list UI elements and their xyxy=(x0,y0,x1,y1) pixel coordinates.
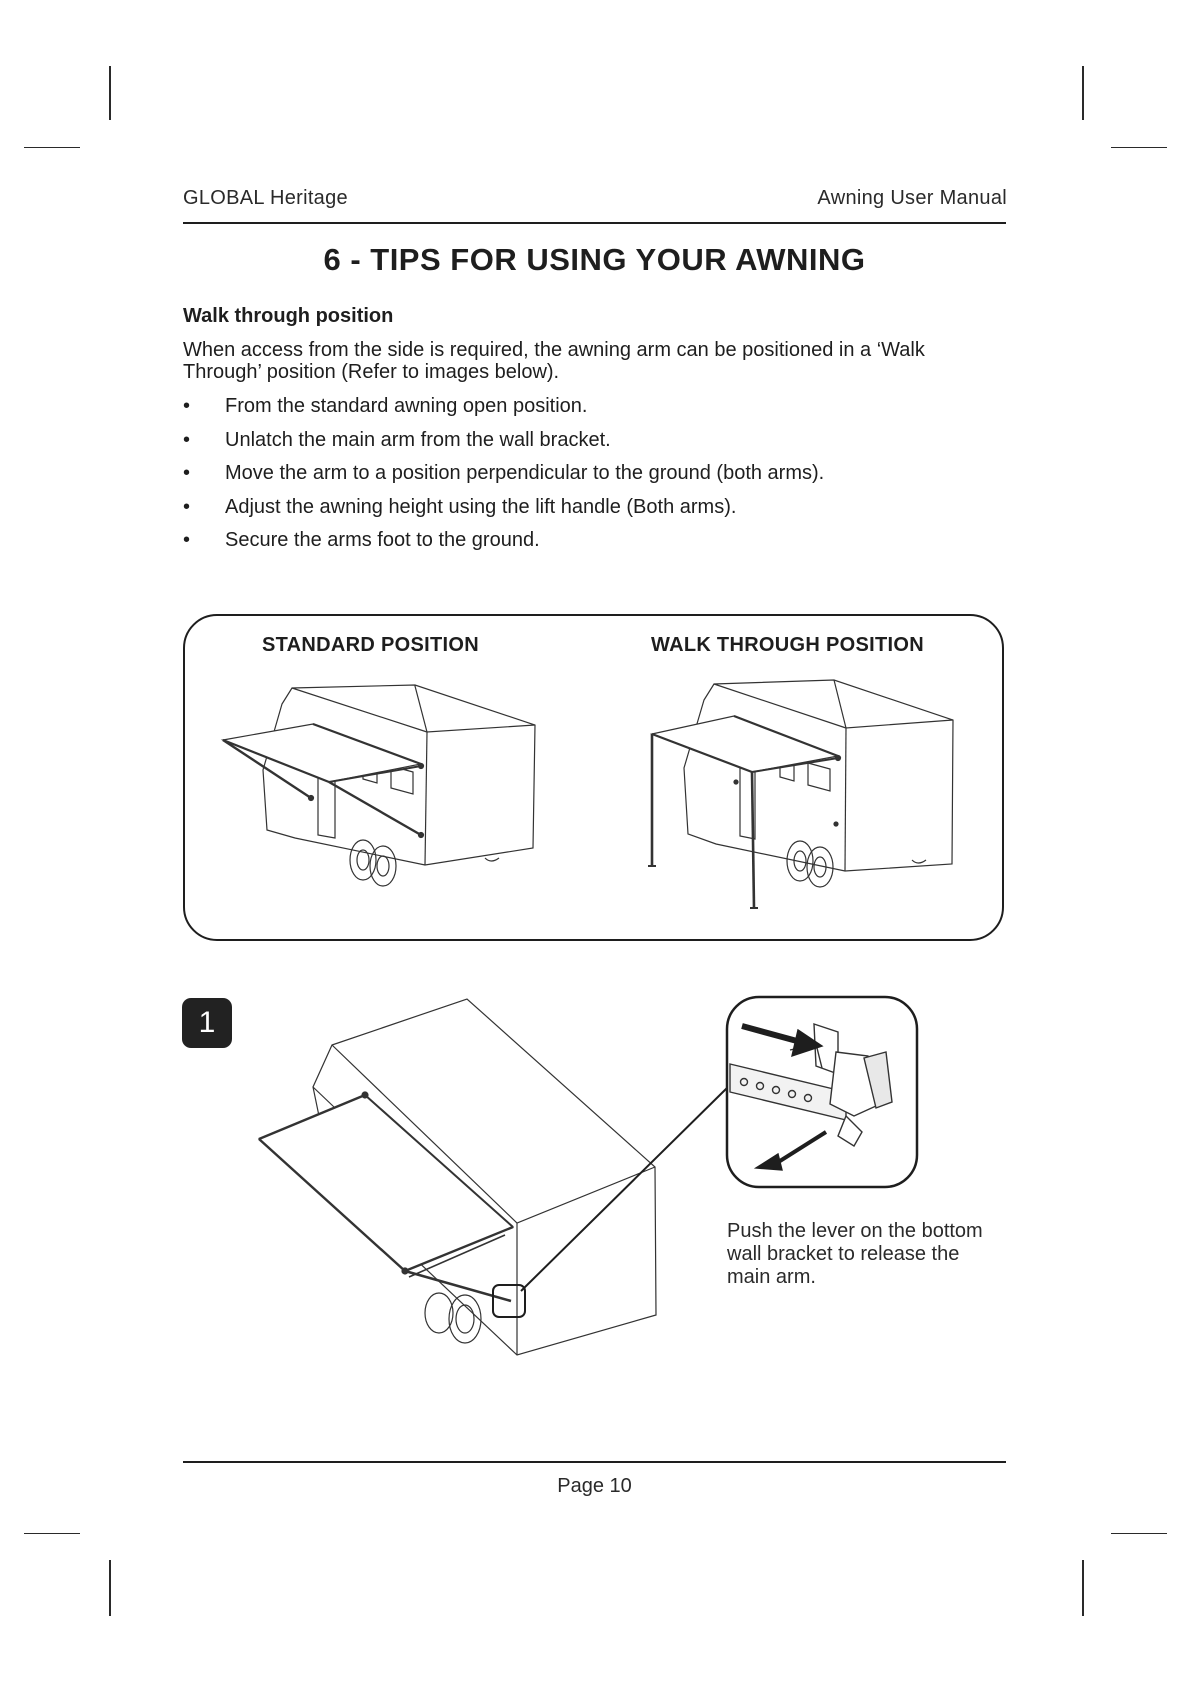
list-item xyxy=(183,428,1003,462)
wall-bracket-detail-illustration xyxy=(726,996,918,1188)
crop-mark xyxy=(1082,1560,1084,1616)
crop-mark xyxy=(24,147,80,148)
bullet-icon: • xyxy=(183,495,191,518)
unlatch-arm-illustration xyxy=(255,995,695,1355)
list-item-text: From the standard awning open position. xyxy=(225,395,588,417)
header-doc-title: Awning User Manual xyxy=(817,187,1007,209)
crop-mark xyxy=(1111,147,1167,148)
crop-mark xyxy=(109,66,111,120)
list-item-text: Move the arm to a position perpendicular to the ground (both arms). xyxy=(225,462,825,484)
list-item-text: Adjust the awning height using the lift handle (Both arms). xyxy=(225,495,737,518)
intro-paragraph: When access from the side is required, the awning arm can be positioned in a ‘Walk Through’ position (Refer to images below). xyxy=(183,339,925,383)
footer-rule xyxy=(183,1461,1006,1463)
list-item xyxy=(183,461,1003,495)
crop-mark xyxy=(109,1560,111,1616)
crop-mark xyxy=(1111,1533,1167,1534)
section-title: 6 - TIPS FOR USING YOUR AWNING xyxy=(323,242,866,277)
list-item xyxy=(183,495,1003,529)
step1-caption: Push the lever on the bottom wall bracket to release the main arm. xyxy=(727,1220,983,1288)
list-item xyxy=(183,394,1003,428)
standard-position-label: STANDARD POSITION xyxy=(262,634,479,656)
header-brand: GLOBAL Heritage xyxy=(183,187,348,209)
bullet-icon: • xyxy=(183,529,191,551)
bullet-icon: • xyxy=(183,428,191,451)
list-item-text: Secure the arms foot to the ground. xyxy=(225,529,540,551)
steps-list xyxy=(183,394,1003,562)
list-item xyxy=(183,528,1003,562)
standard-position-illustration xyxy=(215,680,545,910)
bullet-icon: • xyxy=(183,395,191,417)
bullet-icon: • xyxy=(183,462,191,484)
walk-through-position-label: WALK THROUGH POSITION xyxy=(651,634,924,656)
step-number-badge: 1 xyxy=(182,998,232,1048)
crop-mark xyxy=(24,1533,80,1534)
section-subheading: Walk through position xyxy=(183,305,394,327)
walk-through-position-illustration xyxy=(640,676,960,916)
page-number: Page 10 xyxy=(557,1475,632,1497)
crop-mark xyxy=(1082,66,1084,120)
header-rule xyxy=(183,222,1006,224)
list-item-text: Unlatch the main arm from the wall bracket. xyxy=(225,428,611,451)
